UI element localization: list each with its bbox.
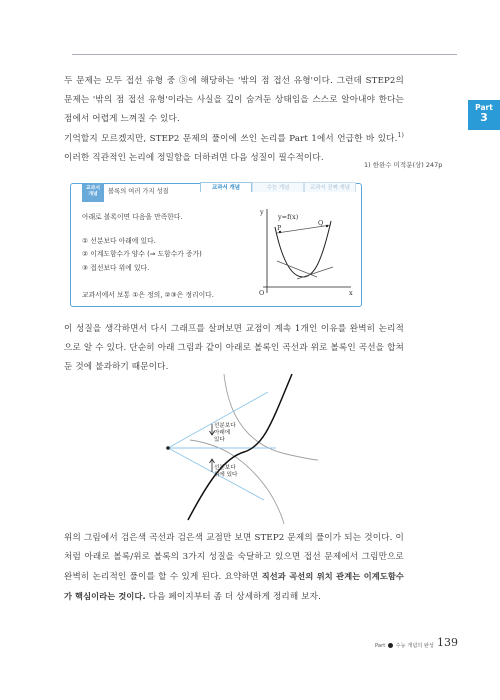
top-rule	[72, 54, 457, 55]
footer-title: 수능 개념의 완성	[395, 643, 434, 649]
footnote-ref: 1)	[397, 132, 404, 140]
tab-textbook-concept: 교과서 개념	[200, 182, 252, 192]
mini-origin-label: O	[259, 289, 265, 297]
point-q	[326, 225, 328, 227]
box-item-2: ② 이계도함수가 양수 (⇒ 도함수가 증가)	[82, 250, 202, 258]
upper-label-line-3: 있다	[214, 437, 225, 443]
footer-part	[375, 642, 434, 649]
external-point	[166, 446, 170, 450]
footer-bullet-icon	[388, 643, 393, 648]
paragraph-4	[64, 529, 404, 607]
box-tag-line-2: 개념	[88, 191, 98, 197]
mini-func-label: y=f(x)	[278, 213, 299, 221]
paragraph-3: 이 성질을 생각하면서 다시 그래프를 살펴보면 교점이 계속 1개인 이유를 완벽히 논리적으로 알 수 있다. 단순히 아래 그림과 같이 아래로 볼록인 곡선과 위로 볼록인 곡선을 합쳐둔 것에 불과하기 때문이다.	[64, 324, 404, 372]
inflection-diagram	[158, 372, 318, 524]
box-intro: 아래로 볼록이면 다음을 만족한다.	[82, 213, 183, 221]
mini-p-label: P	[277, 224, 282, 232]
footer-part-label: Part	[375, 643, 386, 649]
upper-label-line-1: 선분보다	[214, 423, 236, 429]
lower-label-line-1: 선분보다	[214, 465, 236, 471]
paragraph-4-tail: 다음 페이지부터 좀 더 상세하게 정리해 보자.	[145, 592, 321, 602]
upper-label-line-2: 아래에	[214, 430, 231, 436]
box-note: 교과서에서 보통 ①은 정의, ②③은 정리이다.	[82, 291, 214, 299]
gray-curve-lower	[190, 440, 284, 524]
page-number: 139	[437, 636, 458, 649]
lower-label-line-2: 위에 있다	[214, 472, 238, 478]
paragraph-4-text: 위의 그림에서 검은색 곡선과 검은색 교점만 보면 STEP2 문제의 풀이가 되는 것이다. 이처럼 아래로 볼록/위로 볼록의 3가지 성질을 숙달하고 있으면 접선 문제에서 그림만으로 완벽히 논리적인 풀이를 할 수 있게 된다. 요약하면	[64, 533, 404, 582]
gray-curve-upper	[224, 374, 318, 460]
convex-mini-graph	[255, 205, 355, 297]
box-tag-line-1: 교과서	[86, 186, 100, 191]
black-cubic-curve	[188, 374, 292, 520]
mini-y-label: y	[260, 208, 264, 216]
mini-q-label: Q	[318, 219, 324, 227]
part-tab-label: Part	[475, 103, 493, 112]
box-tabs	[200, 182, 356, 192]
tab-real-concept: 교과서 진짜 개념	[304, 182, 356, 192]
box-item-3: ③ 접선보다 위에 있다.	[82, 264, 150, 272]
paragraph-2-tail: 이러한 직관적인 논리에 정밀함을 더하려면 다음 성질이 필수적이다.	[64, 153, 324, 163]
paragraph-2	[64, 130, 404, 168]
part-tab-number: 3	[480, 111, 488, 124]
box-tag	[82, 183, 104, 202]
paragraph-4-emphasis: 직선과 곡선의 위치 관계는 이계도함수가 핵심이라는 것이다.	[64, 571, 404, 601]
box-title: 볼록의 여러 가지 성질	[108, 188, 169, 195]
tab-exam-concept: 수능 개념	[252, 182, 304, 192]
part-tab	[468, 100, 500, 130]
paragraph-2-text: 기억할지 모르겠지만, STEP2 문제의 풀이에 쓰인 논리를 Part 1에서 언급한 바 있다.	[64, 134, 398, 144]
box-item-1: ① 선분보다 아래에 있다.	[82, 237, 156, 245]
mini-x-label: x	[349, 289, 353, 297]
footnote: 1) 한완수 미적분(상) 247p	[364, 161, 443, 169]
paragraph-1: 두 문제는 모두 접선 유형 중 ③에 해당하는 '밖의 점 접선 유형'이다. 그런데 STEP2의 문제는 '밖의 점 접선 유형'이라는 사실을 깊이 숨겨둔 상태임을 스스로 알아내야 한다는 점에서 어렵게 느껴질 수 있다.	[64, 76, 404, 124]
